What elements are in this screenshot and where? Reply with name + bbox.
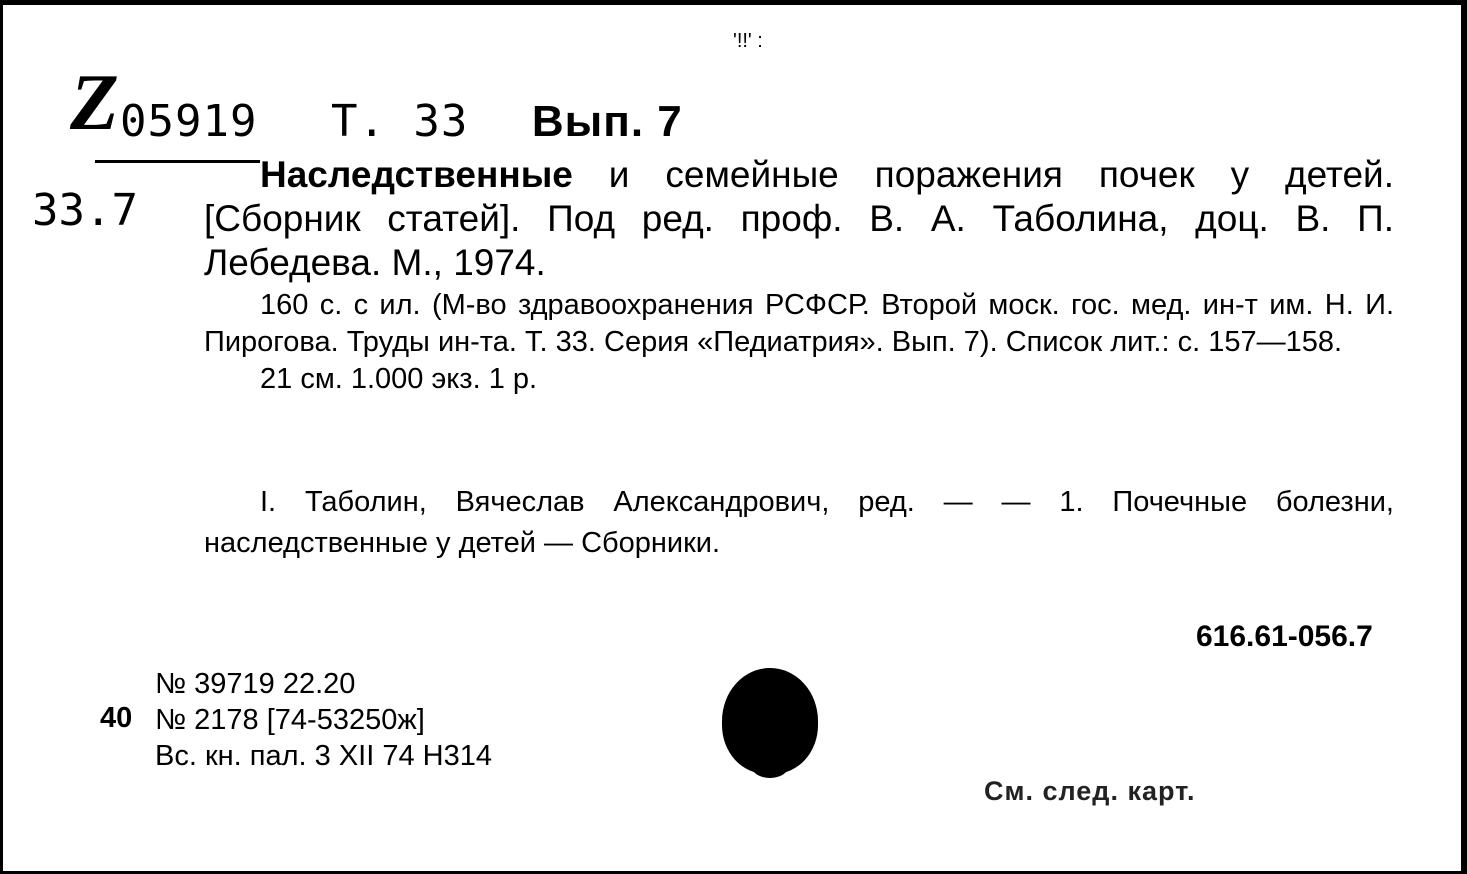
- title-heading: Наследственные: [260, 154, 573, 195]
- shelf-issue: Вып. 7: [531, 97, 683, 146]
- record-prefix: 40: [100, 702, 133, 734]
- record-line-1: № 39719 22.20: [155, 668, 356, 700]
- card-edge-right: [1461, 0, 1467, 874]
- record-line-3: Вс. кн. пал. 3 XII 74 Н314: [155, 740, 492, 772]
- top-handwritten-mark: '!!' :: [733, 30, 763, 52]
- punch-hole: [722, 668, 818, 774]
- see-next-card: См. след. карт.: [984, 776, 1196, 806]
- shelf-tome: Т. 33: [330, 96, 469, 147]
- title-body: и семейные поражения почек у детей. [Сборник статей]. Под ред. проф. В. А. Таболина, доц. В. П. Лебедева. М., 1974.: [204, 154, 1394, 283]
- handwritten-z-mark: Z: [70, 59, 119, 147]
- record-numbers: [155, 666, 492, 774]
- class-number: 33.7: [32, 185, 138, 236]
- record-line-2: № 2178 [74-53250ж]: [155, 704, 425, 736]
- title-statement: [204, 153, 1394, 285]
- card-edge-top: [0, 0, 1467, 5]
- udc-code: 616.61-056.7: [1196, 620, 1373, 653]
- card-edge-left: [0, 0, 3, 874]
- physical-description: [204, 287, 1394, 398]
- shelf-code: 05919: [120, 96, 258, 147]
- description-line-1: 160 с. с ил. (М-во здравоохранения РСФСР. Второй моск. гос. мед. ин-т им. Н. И. Пирогова. Труды ин-та. Т. 33. Серия «Педиатрия». Вып. 7). Список лит.: с. 157—158.: [204, 289, 1394, 358]
- shelf-mark: [120, 96, 683, 147]
- description-line-2: 21 см. 1.000 экз. 1 р.: [260, 363, 538, 395]
- subject-headings: I. Таболин, Вячеслав Александрович, ред. — — 1. Почечные болезни, наследственные у детей — Сборники.: [204, 486, 1394, 559]
